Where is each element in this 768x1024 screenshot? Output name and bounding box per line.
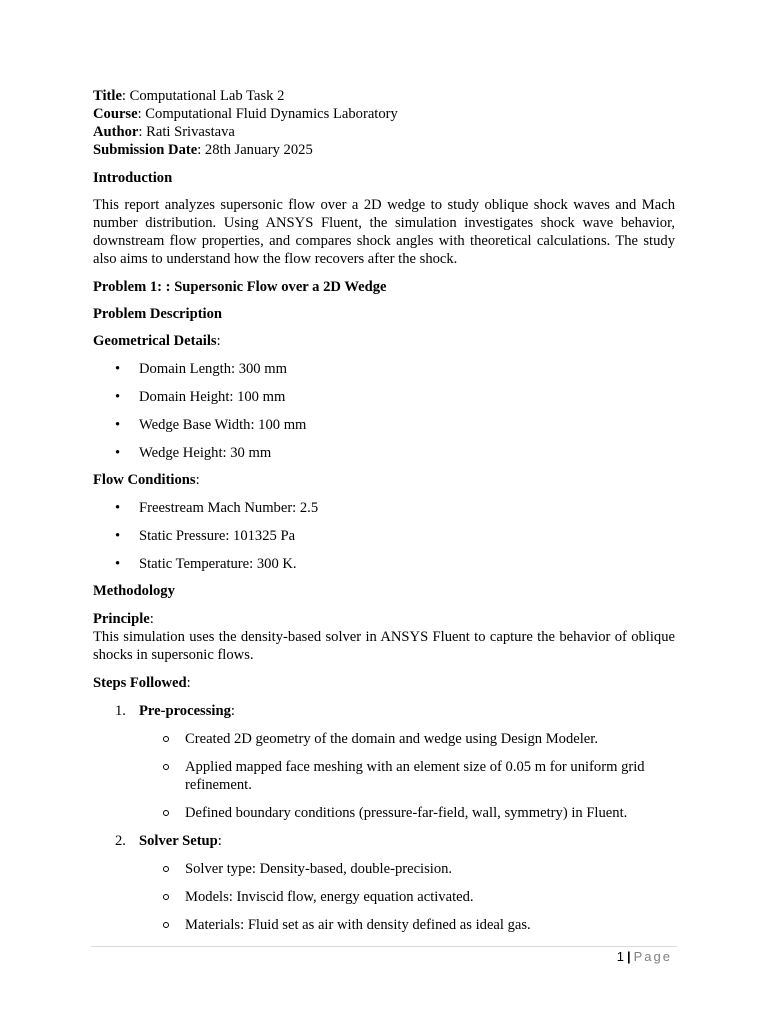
bullet-icon: • <box>115 417 121 433</box>
step-item <box>93 832 675 934</box>
sub-list <box>139 860 675 934</box>
author-line <box>93 123 675 141</box>
step-label: Pre-processing <box>139 703 231 719</box>
step-heading <box>139 702 675 720</box>
geometry-colon: : <box>216 333 221 349</box>
circle-bullet-icon <box>163 922 169 928</box>
principle-heading <box>93 610 675 628</box>
circle-bullet-icon <box>163 894 169 900</box>
date-label: Submission Date <box>93 142 198 158</box>
list-item <box>93 360 675 378</box>
page-word: Page <box>633 949 672 964</box>
step-heading <box>139 832 675 850</box>
date-value: : 28th January 2025 <box>197 142 313 158</box>
list-item <box>93 499 675 517</box>
title-value: : Computational Lab Task 2 <box>121 88 285 104</box>
step-colon: : <box>230 703 235 719</box>
course-label: Course <box>93 106 138 122</box>
sub-list-item-text: Models: Inviscid flow, energy equation activated. <box>185 889 474 905</box>
sub-list-item <box>139 888 675 906</box>
title-line <box>93 87 675 105</box>
step-colon: : <box>217 833 222 849</box>
list-item <box>93 444 675 462</box>
step-item <box>93 702 675 822</box>
footer-divider <box>91 946 677 947</box>
bullet-icon: • <box>115 528 121 544</box>
list-item-text: Static Pressure: 101325 Pa <box>139 528 296 544</box>
circle-bullet-icon <box>163 764 169 770</box>
bullet-icon: • <box>115 500 121 516</box>
principle-label: Principle <box>93 611 150 627</box>
page-footer <box>617 948 672 966</box>
problem-description-heading: Problem Description <box>93 306 223 322</box>
bullet-icon: • <box>115 445 121 461</box>
document-body <box>93 87 675 944</box>
course-value: : Computational Fluid Dynamics Laboratory <box>137 106 398 122</box>
flow-heading <box>93 471 675 489</box>
sub-list <box>139 730 675 822</box>
list-item-text: Wedge Base Width: 100 mm <box>139 417 307 433</box>
principle-colon: : <box>149 611 154 627</box>
flow-conditions-list <box>93 499 675 573</box>
circle-bullet-icon <box>163 736 169 742</box>
problem-heading: Problem 1: : Supersonic Flow over a 2D Wedge <box>93 279 387 295</box>
step-number: 2. <box>115 833 126 849</box>
sub-list-item-text: Materials: Fluid set as air with density defined as ideal gas. <box>185 917 531 933</box>
sub-list-item-text: Applied mapped face meshing with an element size of 0.05 m for uniform grid refinement. <box>185 759 645 793</box>
sub-list-item-text: Solver type: Density-based, double-precision. <box>185 861 453 877</box>
sub-list-item-text: Defined boundary conditions (pressure-far-field, wall, symmetry) in Fluent. <box>185 805 628 821</box>
submission-date-line <box>93 141 675 159</box>
principle-block <box>93 610 675 664</box>
steps-list <box>93 702 675 934</box>
flow-colon: : <box>195 472 200 488</box>
steps-heading <box>93 674 675 692</box>
bullet-icon: • <box>115 361 121 377</box>
steps-colon: : <box>186 675 191 691</box>
page-separator: | <box>626 949 631 964</box>
step-number: 1. <box>115 703 126 719</box>
sub-list-item-text: Created 2D geometry of the domain and wedge using Design Modeler. <box>185 731 598 747</box>
list-item <box>93 555 675 573</box>
methodology-heading: Methodology <box>93 583 175 599</box>
introduction-text: This report analyzes supersonic flow over a 2D wedge to study oblique shock waves and Mach number distribution. Using ANSYS Fluent, the simulation investigates shock wave behavior, downstream flow properties, and compares shock angles with theoretical calculations. The study also aims to understand how the flow recovers after the shock. <box>93 197 675 267</box>
sub-list-item <box>139 730 675 748</box>
list-item-text: Static Temperature: 300 K. <box>139 556 297 572</box>
bullet-icon: • <box>115 389 121 405</box>
course-line <box>93 105 675 123</box>
steps-label: Steps Followed <box>93 675 187 691</box>
sub-list-item <box>139 758 675 794</box>
list-item-text: Wedge Height: 30 mm <box>139 445 272 461</box>
circle-bullet-icon <box>163 810 169 816</box>
step-label: Solver Setup <box>139 833 218 849</box>
list-item-text: Domain Length: 300 mm <box>139 361 287 377</box>
list-item <box>93 416 675 434</box>
circle-bullet-icon <box>163 866 169 872</box>
principle-text: This simulation uses the density-based solver in ANSYS Fluent to capture the behavior of oblique shocks in supersonic flows. <box>93 629 675 663</box>
list-item-text: Domain Height: 100 mm <box>139 389 286 405</box>
sub-list-item <box>139 804 675 822</box>
geometry-list <box>93 360 675 462</box>
sub-list-item <box>139 860 675 878</box>
sub-list-item <box>139 916 675 934</box>
page-number: 1 <box>616 949 624 964</box>
list-item-text: Freestream Mach Number: 2.5 <box>139 500 319 516</box>
flow-label: Flow Conditions <box>93 472 196 488</box>
list-item <box>93 388 675 406</box>
author-label: Author <box>93 124 139 140</box>
bullet-icon: • <box>115 556 121 572</box>
author-value: : Rati Srivastava <box>138 124 235 140</box>
geometry-label: Geometrical Details <box>93 333 217 349</box>
list-item <box>93 527 675 545</box>
introduction-heading: Introduction <box>93 170 173 186</box>
geometry-heading <box>93 332 675 350</box>
title-label: Title <box>93 88 122 104</box>
